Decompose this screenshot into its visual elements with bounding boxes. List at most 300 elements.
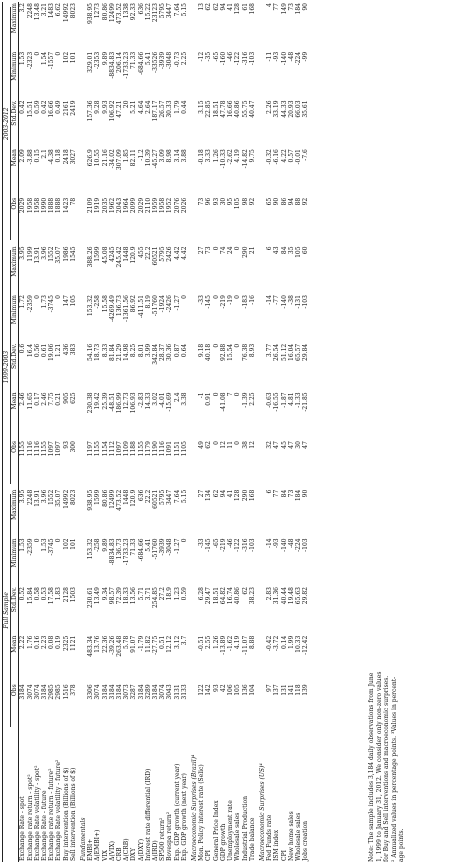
table-cell: 23123 — [152, 3, 160, 23]
table-cell: 90 — [302, 489, 310, 498]
table-cell: 0.42 — [19, 100, 27, 114]
table-cell: 27 — [198, 489, 206, 498]
table-row — [288, 2, 295, 862]
note-line: age points. — [398, 828, 406, 862]
table-body — [19, 2, 309, 862]
table-cell: -140 — [280, 51, 288, 66]
table-cell: 0.08 — [48, 635, 56, 650]
table-cell: 254.85 — [152, 587, 160, 609]
row-label: General Price Index — [212, 800, 220, 861]
table-cell: -51760 — [152, 538, 160, 560]
table-cell: 3133 — [180, 684, 188, 700]
table-cell: -0.51 — [198, 635, 206, 652]
table-cell: 2029 — [19, 197, 27, 214]
table-cell: 31.36 — [273, 587, 281, 605]
table-cell: 136 — [241, 684, 249, 696]
table-cell: 290 — [241, 246, 249, 258]
table-cell: 2.22 — [19, 635, 27, 650]
table-cell: 120.9 — [130, 489, 138, 507]
table-cell: 8.25 — [130, 343, 138, 358]
table-cell: 5795 — [159, 246, 167, 262]
table-cell: -3745 — [48, 295, 56, 313]
table-cell: 3043 — [166, 684, 174, 700]
table-cell: -99 — [302, 51, 310, 62]
table-cell: -0.63 — [266, 392, 274, 408]
table-cell: 14.98 — [123, 343, 131, 361]
table-cell: 1188 — [130, 441, 138, 457]
table-cell: 29.84 — [302, 343, 310, 361]
table-cell: 5.41 — [144, 538, 152, 552]
table-cell: 5.41 — [144, 51, 152, 66]
table-cell: 5.21 — [130, 100, 138, 114]
table-row — [281, 2, 288, 862]
table-row — [87, 2, 94, 862]
group-header: 2003-2012 — [3, 2, 12, 245]
table-cell: 21.16 — [101, 149, 109, 167]
table-cell: -10.33 — [219, 149, 227, 169]
table-cell: -316 — [241, 51, 249, 66]
table-cell: 94 — [219, 489, 227, 498]
table-cell: 3447 — [166, 3, 174, 19]
table-cell: 88 — [294, 197, 302, 206]
table-cell: -3939 — [159, 51, 167, 70]
row-label: Exchange rate return - spot² — [26, 774, 34, 861]
table-cell: 12 — [219, 441, 227, 449]
table-cell: 60 — [302, 246, 310, 255]
table-cell: -258 — [94, 295, 102, 309]
table-cell: 90 — [302, 3, 310, 11]
table-cell: -145 — [205, 538, 213, 552]
table-cell: 47 — [287, 441, 295, 449]
table-cell: -103 — [302, 295, 310, 309]
table-cell: 1958 — [159, 197, 167, 214]
table-cell: -131 — [294, 295, 302, 309]
row-label: Fed Funds rate — [266, 814, 274, 861]
table-cell: 97 — [266, 684, 274, 692]
table-cell: -33 — [198, 295, 206, 305]
table-cell: 636 — [137, 3, 145, 15]
table-cell: 2.64 — [144, 100, 152, 114]
table-cell: 1448 — [123, 246, 131, 262]
table-cell: -46 — [227, 538, 235, 549]
table-cell: 1121 — [69, 635, 77, 651]
table-cell: 8.33 — [101, 343, 109, 358]
table-cell: 9.89 — [101, 51, 109, 66]
table-cell: 38 — [241, 441, 249, 449]
table-cell: 94 — [219, 3, 227, 11]
table-cell: 71.33 — [130, 51, 138, 69]
table-cell: 134 — [205, 489, 213, 502]
table-cell: 64.82 — [219, 587, 227, 605]
table-cell: 92 — [302, 197, 310, 206]
table-cell: -3.72 — [273, 635, 281, 652]
table-cell: 94 — [287, 197, 295, 206]
table-row — [152, 2, 159, 862]
table-cell: 0 — [212, 392, 220, 397]
table-cell: 21.29 — [116, 343, 124, 361]
table-cell: 2035 — [101, 197, 109, 214]
table-cell: 1958 — [26, 197, 34, 214]
table-cell: 45.08 — [101, 246, 109, 264]
table-cell: 157.36 — [87, 100, 95, 122]
table-cell: 60521 — [152, 246, 160, 266]
table-cell: 78 — [69, 197, 77, 206]
table-cell: 3184 — [152, 684, 160, 700]
table-cell: 22.2 — [144, 246, 152, 260]
table-cell: 5.15 — [180, 489, 188, 504]
table-cell: 118 — [294, 684, 302, 696]
table-cell: 35.61 — [302, 100, 310, 118]
table-cell: 3.15 — [198, 100, 206, 114]
table-cell: 0 — [234, 246, 242, 251]
table-cell: 2026 — [180, 197, 188, 214]
table-cell: 1116 — [26, 441, 34, 457]
table-cell: 14.33 — [144, 392, 152, 410]
table-cell: -93 — [273, 538, 281, 549]
table-cell: 2.83 — [266, 587, 274, 601]
table-cell: 3074 — [159, 684, 167, 700]
table-cell: 0.91 — [205, 392, 213, 406]
table-row — [166, 2, 173, 862]
table-cell: 905 — [62, 392, 70, 404]
table-cell: 22.36 — [101, 635, 109, 653]
table-cell: 1273 — [94, 3, 102, 19]
table-cell: 3.95 — [19, 246, 27, 260]
table-cell: 82.11 — [130, 149, 138, 167]
table-cell: -41.08 — [219, 392, 227, 412]
table-cell: 32 — [266, 441, 274, 449]
table-cell: 2.55 — [205, 635, 213, 650]
table-cell: 3.12 — [173, 635, 181, 650]
table-cell: 0.64 — [180, 343, 188, 358]
table-cell: 29.82 — [302, 587, 310, 605]
table-cell: 0.58 — [33, 587, 41, 601]
table-cell: -14.82 — [241, 149, 249, 169]
table-cell: 1154 — [101, 441, 109, 457]
table-cell: -2359 — [26, 538, 34, 556]
table-cell: 3.21 — [41, 3, 49, 17]
group-header: 1999-2003 — [3, 245, 12, 488]
table-cell: 72.39 — [116, 587, 124, 605]
table-row — [34, 2, 41, 862]
table-cell: 329.01 — [87, 51, 95, 73]
table-cell: 0.49 — [55, 100, 63, 114]
table-cell: 3073 — [123, 684, 131, 700]
table-cell: 120.9 — [130, 246, 138, 264]
table-cell: 0 — [234, 441, 242, 445]
table-cell: 26.54 — [273, 343, 281, 361]
table-row — [302, 2, 309, 862]
column-header: Std.Dev. — [11, 586, 19, 635]
table-cell: 1888 — [55, 197, 63, 214]
table-cell: 636 — [137, 489, 145, 502]
table-cell: 0.61 — [41, 343, 49, 358]
table-cell: 122 — [198, 684, 206, 696]
table-cell: -3939 — [159, 538, 167, 556]
table-cell: 1112 — [108, 441, 116, 457]
row-label: Mon. Policy interest rate (Selic) — [198, 764, 206, 861]
table-cell: 388.26 — [87, 246, 95, 268]
table-cell: 1.99 — [287, 635, 295, 650]
table-cell: 80.86 — [101, 489, 109, 507]
table-cell: -35 — [205, 51, 213, 62]
table-cell: 22.2 — [144, 489, 152, 504]
table-cell: 1448 — [123, 489, 131, 505]
row-label: Sell intervention (Billions of $) — [69, 767, 77, 861]
table-cell: 128 — [234, 489, 242, 502]
table-row — [234, 2, 241, 862]
table-cell: 3.09 — [159, 149, 167, 163]
section-header-row — [188, 2, 198, 862]
table-cell: 40.86 — [234, 100, 242, 118]
row-label: Jobs creation — [302, 820, 310, 861]
table-cell: 4245 — [108, 246, 116, 262]
table-cell: 625 — [69, 392, 77, 404]
table-cell: -1733.23 — [123, 51, 131, 79]
table-cell: 77 — [273, 489, 281, 498]
table-cell: -183 — [241, 295, 249, 309]
table-cell: 3.96 — [41, 246, 49, 260]
table-cell: 938.95 — [87, 489, 95, 511]
table-row — [123, 2, 130, 862]
table-cell: -122 — [234, 538, 242, 552]
table-cell: 33.19 — [273, 100, 281, 118]
table-cell: 16.4 — [26, 343, 34, 358]
table-cell: 5795 — [159, 3, 167, 19]
table-cell: 4 — [266, 3, 274, 7]
table-cell: -684.66 — [137, 51, 145, 75]
table-cell: 1516 — [62, 684, 70, 700]
table-cell: 11.82 — [144, 635, 152, 653]
table-cell: 74 — [219, 246, 227, 255]
table-cell: 383 — [69, 343, 77, 356]
column-header: Std.Dev. — [11, 99, 19, 148]
table-cell: 1.54 — [41, 51, 49, 66]
table-cell: -65 — [212, 538, 220, 549]
table-cell: 18.51 — [212, 587, 220, 605]
table-cell: 11.65 — [26, 392, 34, 410]
table-cell: 1097 — [55, 441, 63, 457]
table-cell: -2323 — [26, 51, 34, 70]
table-cell: 7.64 — [173, 3, 181, 17]
table-cell: 1964 — [123, 197, 131, 214]
table-cell: 40.18 — [205, 343, 213, 361]
table-cell: 0.17 — [33, 392, 41, 406]
table-cell: -2.62 — [227, 149, 235, 165]
table-cell: 13.48 — [33, 3, 41, 21]
table-cell: 3306 — [87, 684, 95, 700]
table-cell: 3184 — [101, 684, 109, 700]
table-cell: 13 — [198, 3, 206, 11]
table-cell: 35.07 — [55, 246, 63, 264]
table-cell: 1552 — [48, 246, 56, 262]
table-cell: 1.72 — [19, 295, 27, 309]
table-cell: 40.47 — [248, 100, 256, 118]
table-cell: 206.14 — [116, 51, 124, 73]
table-cell: 12 — [248, 441, 256, 449]
table-cell: -6.16 — [273, 149, 281, 165]
table-cell: -8834.83 — [108, 538, 116, 566]
table-cell: -14 — [266, 538, 274, 549]
table-row — [94, 2, 101, 862]
table-cell: 93 — [62, 441, 70, 449]
table-cell: 2128 — [62, 587, 70, 603]
table-cell: 8.01 — [137, 343, 145, 358]
table-cell: 184 — [294, 489, 302, 502]
table-cell: 28.37 — [159, 343, 167, 361]
table-cell: 1.73 — [41, 295, 49, 309]
table-cell: 1179 — [144, 441, 152, 457]
table-cell: 0 — [180, 295, 188, 299]
table-cell: 149 — [280, 3, 288, 15]
table-cell: -316 — [241, 538, 249, 552]
table-cell: 139 — [302, 684, 310, 696]
table-cell: 2.25 — [180, 51, 188, 66]
table-cell: 3.33 — [205, 149, 213, 163]
table-cell: 16.04 — [287, 343, 295, 361]
table-cell: 378 — [69, 684, 77, 696]
table-cell: 0.56 — [33, 343, 41, 358]
table-cell: 13.91 — [33, 246, 41, 264]
table-cell: 41 — [227, 489, 235, 498]
table-cell: 1483 — [48, 3, 56, 19]
table-cell: 1197 — [87, 441, 95, 457]
table-cell: -12.42 — [302, 635, 310, 655]
table-cell: 0.44 — [180, 100, 188, 114]
table-cell: -103 — [248, 51, 256, 66]
table-cell: 0 — [212, 295, 220, 299]
table-cell: 43 — [273, 246, 281, 255]
table-cell: 1.85 — [123, 149, 131, 163]
table-cell: 84 — [280, 246, 288, 255]
column-header: Mean — [11, 148, 19, 197]
table-cell: 92.88 — [219, 343, 227, 361]
table-cell: 0.59 — [180, 587, 188, 601]
table-cell: 5.71 — [137, 587, 145, 601]
table-cell: 2.1 — [41, 149, 49, 159]
table-cell: 62 — [212, 489, 220, 498]
table-cell: 86.92 — [130, 295, 138, 313]
table-cell: 62 — [205, 441, 213, 449]
table-cell: 3074 — [26, 684, 34, 700]
table-cell: 4.19 — [234, 635, 242, 650]
table-cell: 2248 — [26, 3, 34, 19]
section-header-row — [256, 2, 266, 862]
table-cell: -4.38 — [48, 149, 56, 165]
table-cell: 2.09 — [19, 149, 27, 163]
table-cell: 15.54 — [227, 343, 235, 361]
table-cell: 10.39 — [144, 149, 152, 167]
note-line: for Buy and Sell interventions and macroeconomic surprises. — [383, 675, 391, 862]
table-cell: -411.51 — [137, 295, 145, 319]
table-cell: 18.9 — [166, 587, 174, 601]
table-cell: 30.33 — [166, 100, 174, 118]
note-line: ² Annualized values in percentage points. ³Values in percent- — [390, 676, 398, 862]
table-cell: -7.6 — [302, 149, 310, 161]
table-cell: 19.06 — [48, 343, 56, 361]
column-header: Mean — [11, 635, 19, 684]
table-row — [145, 2, 152, 862]
row-label: Bovespa return² — [166, 811, 174, 861]
table-cell: 3.14 — [173, 149, 181, 163]
column-header: Maximum — [11, 489, 19, 538]
table-cell: 0.16 — [33, 635, 41, 650]
table-cell: 1958 — [33, 197, 41, 214]
table-row — [273, 2, 280, 862]
table-cell: -12 — [198, 51, 206, 62]
table-cell: -27.75 — [152, 635, 160, 655]
table-cell: 3184 — [19, 684, 27, 700]
table-cell: 455 — [137, 246, 145, 258]
table-cell: 66.03 — [294, 100, 302, 118]
table-cell: 92.33 — [130, 3, 138, 21]
table-cell: 3447 — [166, 489, 174, 505]
table-cell: -0.73 — [173, 51, 181, 68]
table-cell: 473.52 — [116, 3, 124, 24]
table-row — [109, 2, 116, 862]
table-cell: 3.71 — [144, 587, 152, 601]
row-label: Exp. GDP growth (next year) — [180, 773, 188, 861]
table-cell: 102 — [62, 538, 70, 550]
table-cell: 21 — [248, 246, 256, 255]
table-cell: 3074 — [94, 684, 102, 700]
table-cell: -1.79 — [137, 635, 145, 652]
table-cell: -1.87 — [280, 392, 288, 408]
table-cell: 3184 — [108, 684, 116, 700]
table-cell: -1.39 — [241, 392, 249, 408]
table-cell: 1.26 — [212, 635, 220, 650]
row-label: DXY — [130, 847, 138, 861]
table-cell: 5795 — [159, 489, 167, 505]
table-row — [116, 2, 123, 862]
table-cell: 47 — [302, 441, 310, 449]
table-cell: 4.42 — [173, 246, 181, 260]
table-cell: -1.2 — [137, 149, 145, 161]
table-cell: 19.48 — [287, 587, 295, 605]
table-cell: 1959 — [152, 197, 160, 214]
table-cell: -11 — [266, 51, 274, 62]
table-cell: 483.34 — [87, 635, 95, 657]
table-cell: -1733.23 — [123, 538, 131, 566]
table-cell: 263.48 — [116, 635, 124, 657]
column-header: Mean — [11, 391, 19, 440]
table-cell: 13.49 — [94, 587, 102, 605]
column-header: Maximum — [11, 245, 19, 294]
table-cell: 2.46 — [19, 392, 27, 406]
table-cell: 0.21 — [55, 392, 63, 406]
table-cell: 0 — [55, 538, 63, 543]
column-header: Std.Dev. — [11, 343, 19, 392]
table-cell: -224 — [294, 538, 302, 552]
table-cell: 1097 — [48, 441, 56, 457]
table-cell: 16.66 — [48, 100, 56, 118]
table-cell: -684.66 — [137, 538, 145, 562]
table-cell: -3048 — [166, 51, 174, 70]
table-cell: 1919 — [94, 197, 102, 214]
table-row — [295, 2, 302, 862]
table-cell: 9.28 — [94, 100, 102, 114]
table-cell: 230.61 — [87, 587, 95, 609]
table-cell: 80.86 — [101, 3, 109, 21]
table-row — [19, 2, 27, 862]
table-cell: 3.95 — [19, 489, 27, 504]
table-cell: 0.87 — [173, 343, 181, 358]
table-cell: 473.52 — [116, 489, 124, 511]
column-header: Maximum — [11, 2, 19, 51]
table-cell: 14992 — [62, 3, 70, 23]
table-cell: 1091 — [166, 441, 174, 457]
table-cell: -3745 — [48, 538, 56, 556]
